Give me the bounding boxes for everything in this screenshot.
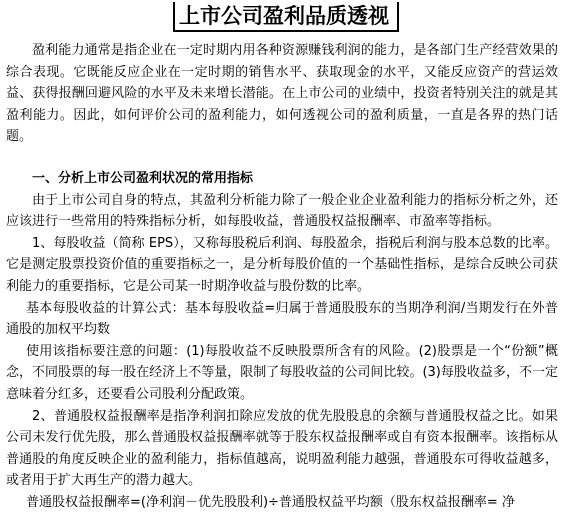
- paragraph-roe: 2、普通股权益报酬率是指净利润扣除应发放的优先股股息的余额与普通股权益之比。如果公司未发行优先股，那么普通股权益报酬率就等于股东权益报酬率或自有资本报酬率。该指标从普通股的角度反映企业的盈利能力，指标值越高，说明盈利能力越强，普通股东可得收益越多，或者用于扩大再生产的潜力越大。: [6, 408, 558, 489]
- paragraph-overview: 由于上市公司自身的特点，其盈利分析能力除了一般企业企业盈利能力的指标分析之外，还应该进行一些常用的特殊指标分析，如每股收益，普通股权益报酬率、市盈率等指标。: [6, 192, 558, 230]
- article-body: [6, 40, 558, 513]
- intro-paragraph: 盈利能力通常是指企业在一定时期内用各种资源赚钱利润的能力，是各部门生产经营效果的综合表现。它既能反应企业在一定时期的销售水平、获取现金的水平，又能反应资产的营运效益、获得报酬回避风险的水平及未来增长潜能。在上市公司的业绩中，投资者特别关注的就是其盈利能力。因此，如何评价公司的盈利能力，如何透视公司的盈利质量，一直是各界的热门话题。: [6, 43, 558, 145]
- title-area: [0, 0, 563, 34]
- paragraph-eps-notes: 使用该指标要注意的问题：(1)每股收益不反映股票所含有的风险。(2)股票是一个“份额”概念，不同股票的每一股在经济上不等量，限制了每股收益的公司间比较。(3)每股收益多，不一定意味着分红多，还要看公司股利分配政策。: [6, 343, 558, 402]
- page-title: 上市公司盈利品质透视: [173, 2, 399, 32]
- section-heading: 一、分析上市公司盈利状况的常用指标: [32, 170, 254, 186]
- paragraph-eps-formula: 基本每股收益的计算公式：基本每股收益=归属于普通股股东的当期净利润/当期发行在外普通股的加权平均数: [6, 300, 558, 338]
- paragraph-eps: 1、每股收益（简称 EPS），又称每股税后利润、每股盈余，指税后利润与股本总数的比率。它是测定股票投资价值的重要指标之一，是分析每股价值的一个基础性指标，是综合反映公司获利能力的重要指标，它是公司某一时期净收益与股份数的比率。: [6, 235, 558, 294]
- paragraph-roe-formula: 普通股权益报酬率=(净利润－优先股股利)÷普通股权益平均额（股东权益报酬率= 净: [26, 494, 515, 510]
